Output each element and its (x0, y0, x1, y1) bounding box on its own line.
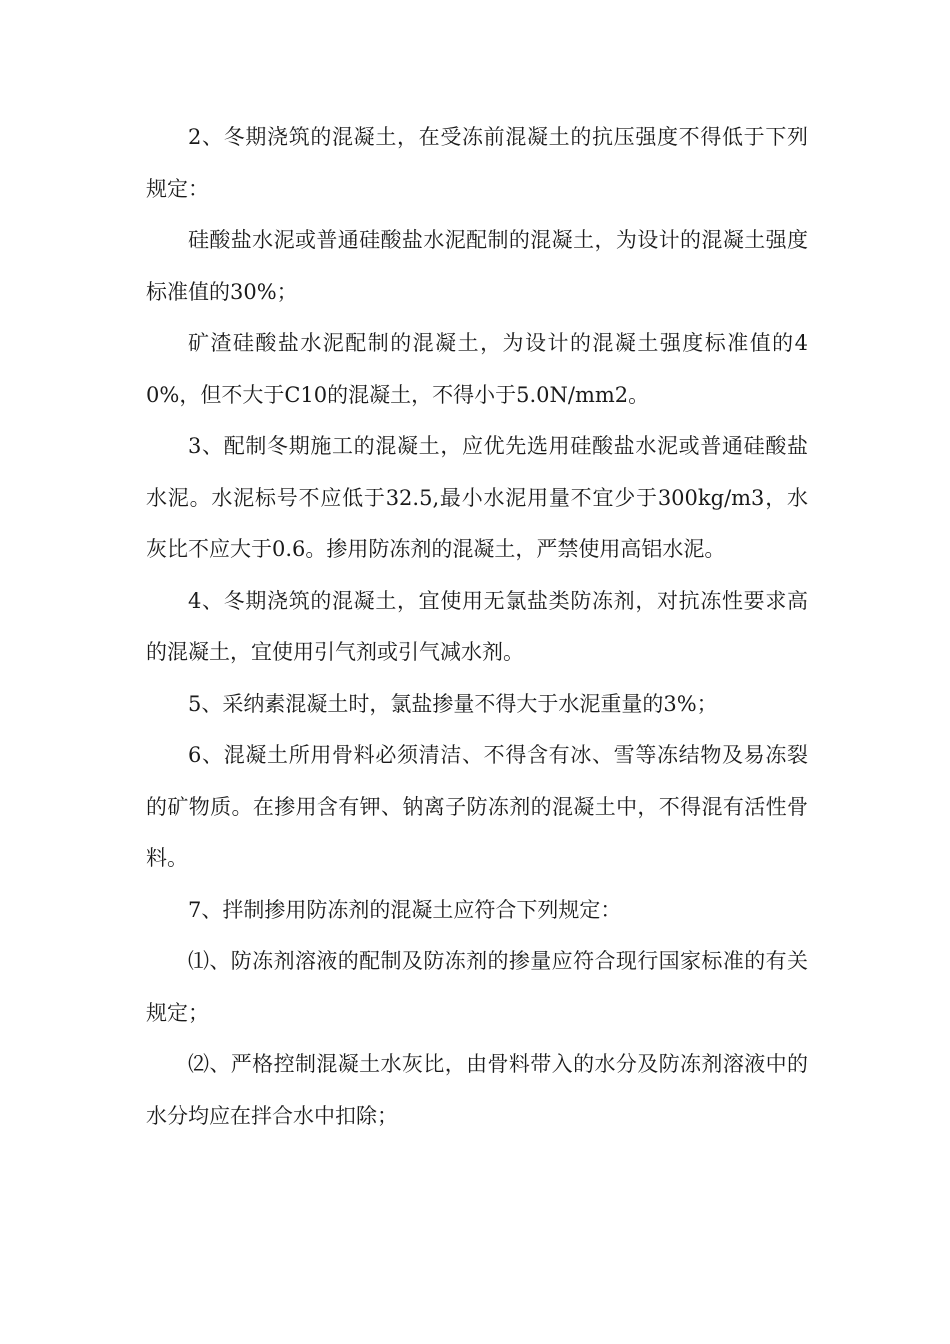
paragraph-5: 4、冬期浇筑的混凝土，宜使用无氯盐类防冻剂，对抗冻性要求高的混凝土，宜使用引气剂或引气减水剂。 (146, 588, 808, 664)
paragraph-6: 5、采纳素混凝土时，氯盐掺量不得大于水泥重量的3%； (188, 691, 718, 716)
paragraph-3: 矿渣硅酸盐水泥配制的混凝土，为设计的混凝土强度标准值的40%，但不大于C10的混凝土，不得小于5.0N/mm2。 (146, 331, 808, 407)
paragraph-9: ⑴、防冻剂溶液的配制及防冻剂的掺量应符合现行国家标准的有关规定； (146, 949, 808, 1025)
document-page (146, 112, 808, 1142)
paragraph-1: 2、冬期浇筑的混凝土，在受冻前混凝土的抗压强度不得低于下列规定： (146, 125, 808, 201)
paragraph-8: 7、拌制掺用防冻剂的混凝土应符合下列规定： (188, 897, 622, 922)
paragraph-2: 硅酸盐水泥或普通硅酸盐水泥配制的混凝土，为设计的混凝土强度标准值的30%； (146, 228, 808, 304)
paragraph-10: ⑵、严格控制混凝土水灰比，由骨料带入的水分及防冻剂溶液中的水分均应在拌合水中扣除； (146, 1052, 808, 1128)
paragraph-7: 6、混凝土所用骨料必须清洁、不得含有冰、雪等冻结物及易冻裂的矿物质。在掺用含有钾、钠离子防冻剂的混凝土中，不得混有活性骨料。 (146, 743, 808, 870)
paragraph-4: 3、配制冬期施工的混凝土，应优先选用硅酸盐水泥或普通硅酸盐水泥。水泥标号不应低于32.5,最小水泥用量不宜少于300kg/m3，水灰比不应大于0.6。掺用防冻剂的混凝土，严禁使用高铝水泥。 (146, 434, 808, 561)
